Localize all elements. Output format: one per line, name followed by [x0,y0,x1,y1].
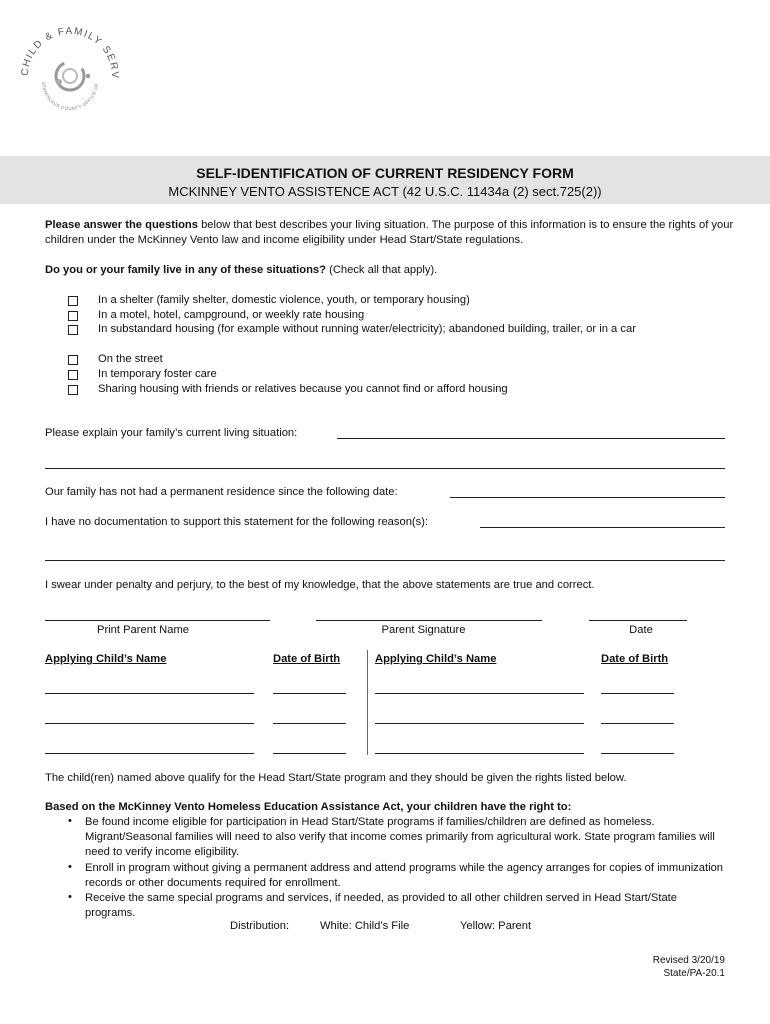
child-name-header-right: Applying Child’s Name [375,653,497,665]
question-note: (Check all that apply). [325,264,438,276]
nodoc-label: I have no documentation to support this statement for the following reason(s): [45,516,429,528]
nodoc-line-2[interactable] [45,560,725,561]
oath-statement: I swear under penalty and perjury, to the best of my knowledge, that the above statements are true and correct. [45,579,595,591]
child-name-field[interactable] [375,723,584,724]
checkbox[interactable] [68,311,78,321]
checkbox[interactable] [68,370,78,380]
distribution-label: Distribution: [230,920,290,932]
explain-label: Please explain your family’s current living situation: [45,427,298,439]
form-code: State/PA-20.1 [663,968,725,979]
checkbox[interactable] [68,296,78,306]
rights-item: Be found income eligible for participation in Head Start/State programs if families/children are defined as homeless. Migrant/Seasonal families will need to also verify that income comes primarily from agricultural work. State program families will need to verify income eligibility. [85,816,715,858]
explain-line-2[interactable] [45,468,725,469]
bullet-icon: • [68,861,72,873]
child-name-header-left: Applying Child’s Name [45,653,167,665]
child-dob-field[interactable] [601,693,674,694]
intro-text: below that best describes your living situation. The purpose of this information is to ensure the rights of your children under the McKinney Vento law and income eligibility under Head Start/State regulations. [45,219,734,246]
signature-line[interactable] [316,620,542,621]
bullet-icon: • [68,891,72,903]
print-name-label: Print Parent Name [96,624,190,636]
option-sharing[interactable] [68,382,698,397]
since-date-line[interactable] [450,497,725,498]
form-title: SELF-IDENTIFICATION OF CURRENT RESIDENCY FORM [196,165,574,181]
revised-date: Revised 3/20/19 [652,955,725,966]
bullet-icon: • [68,815,72,827]
option-label: In substandard housing (for example without running water/electricity); abandoned building, trailer, or in a car [98,323,636,335]
checkbox[interactable] [68,355,78,365]
distribution-yellow: Yellow: Parent [460,920,532,932]
child-dob-field[interactable] [273,693,346,694]
option-label: In temporary foster care [98,368,217,380]
column-divider [367,650,368,755]
option-label: In a shelter (family shelter, domestic violence, youth, or temporary housing) [98,294,470,306]
signature-label: Parent Signature [381,624,466,636]
print-name-line[interactable] [45,620,270,621]
child-dob-field[interactable] [273,753,346,754]
explain-line-1[interactable] [337,438,725,439]
nodoc-line-1[interactable] [480,527,725,528]
option-foster[interactable] [68,367,698,382]
option-label: Sharing housing with friends or relatives because you cannot find or afford housing [98,383,508,395]
child-dob-field[interactable] [601,753,674,754]
checkbox[interactable] [68,385,78,395]
distribution-white: White: Child’s File [320,920,410,932]
rights-heading: Based on the McKinney Vento Homeless Education Assistance Act, your children have the right to: [45,801,572,813]
dob-header-right: Date of Birth [601,653,669,665]
intro-paragraph [45,218,735,248]
logo-top-text: CHILD & FAMILY SERV [19,25,121,80]
date-label: Date [629,624,653,636]
dob-header-left: Date of Birth [273,653,341,665]
option-motel[interactable] [68,308,698,323]
child-name-field[interactable] [45,723,254,724]
child-dob-field[interactable] [601,723,674,724]
footer-revision [653,954,725,980]
child-name-field[interactable] [375,693,584,694]
agency-logo [14,18,124,128]
intro-bold: Please answer the questions [45,219,198,231]
child-dob-field[interactable] [273,723,346,724]
option-shelter[interactable] [68,293,698,308]
child-name-field[interactable] [45,753,254,754]
qualify-statement: The child(ren) named above qualify for the Head Start/State program and they should be given the rights listed below. [45,772,627,784]
child-name-field[interactable] [375,753,584,754]
option-substandard[interactable] [68,322,698,337]
option-label: In a motel, hotel, campground, or weekly rate housing [98,309,365,321]
date-line[interactable] [589,620,687,621]
question-bold: Do you or your family live in any of these situations? [45,264,326,276]
child-name-field[interactable] [45,693,254,694]
form-subtitle: MCKINNEY VENTO ASSISTENCE ACT (42 U.S.C. 11434a (2) sect.725(2)) [168,184,602,199]
option-street[interactable] [68,352,698,367]
logo-bottom-text: STANISLAUS COUNTY OFFICE OF [40,81,100,112]
checkbox[interactable] [68,325,78,335]
situations-question [45,263,735,278]
rights-item: Receive the same special programs and services, if needed, as provided to all other children served in Head Start/State programs. [85,892,678,919]
rights-item: Enroll in program without giving a permanent address and attend programs while the agency arranges for copies of immunization records or other documents required for enrollment. [85,862,724,889]
since-label: Our family has not had a permanent residence since the following date: [45,486,398,498]
option-label: On the street [98,353,163,365]
